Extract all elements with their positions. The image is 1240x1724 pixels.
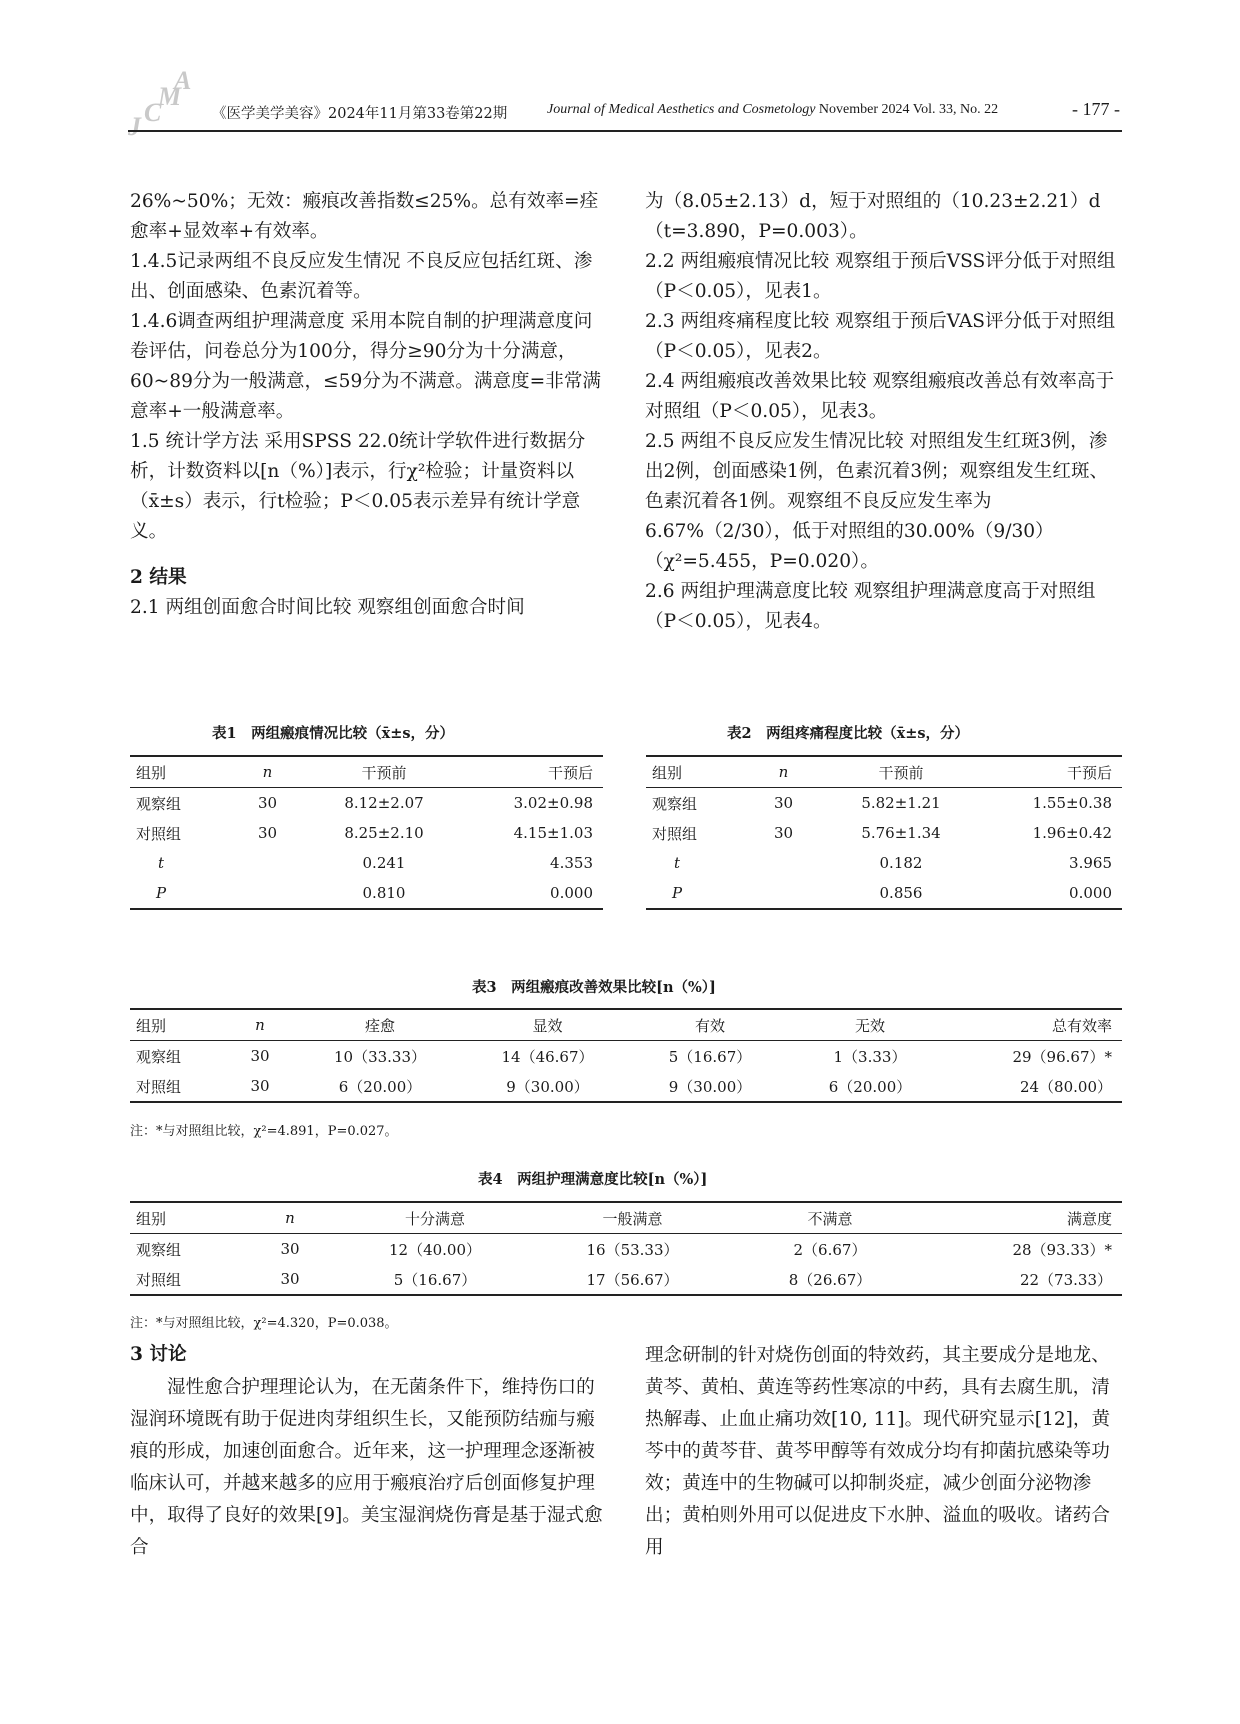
table-row — [130, 848, 603, 878]
section-heading: 2 结果 — [130, 567, 187, 588]
journal-logo — [128, 66, 198, 140]
journal-title-en — [547, 102, 998, 118]
section-heading: 3 讨论 — [130, 1344, 187, 1365]
table-cell: 3.02±0.98 — [513, 794, 593, 812]
table-cell: 0.856 — [879, 884, 923, 902]
table-cell: t — [158, 854, 165, 872]
table-cell: 10（33.33） — [333, 1047, 427, 1066]
table-cell: 29（96.67）* — [1012, 1047, 1112, 1066]
table-cell — [741, 878, 826, 909]
table-cell: 16（53.33） — [586, 1240, 679, 1259]
paragraph: 2.3 两组疼痛程度比较 观察组于预后VAS评分低于对照组（P＜0.05），见表2。 — [645, 311, 1116, 362]
paragraph: 2.4 两组瘢痕改善效果比较 观察组瘢痕改善总有效率高于对照组（P＜0.05），见表3。 — [645, 371, 1115, 422]
table-cell: 4.353 — [550, 854, 593, 872]
table-cell: 1（3.33） — [833, 1047, 907, 1066]
table-cell: 4.15±1.03 — [513, 824, 593, 842]
journal-title-cn: 《医学美学美容》2024年11月第33卷第22期 — [212, 106, 508, 122]
table-cell: 8（26.67） — [788, 1270, 872, 1289]
table-row — [130, 878, 603, 909]
table-header: n — [262, 763, 273, 781]
table-header: 组别 — [136, 1209, 167, 1228]
paragraph: 1.5 统计学方法 采用SPSS 22.0统计学软件进行数据分析，计数资料以[n（%）]表示，行χ²检验；计量资料以（x̄±s）表示，行t检验；P＜0.05表示差异有统计学意义。 — [130, 431, 586, 542]
table-cell: 6（20.00） — [338, 1077, 422, 1096]
table-cell: 0.241 — [362, 854, 406, 872]
paragraph: 1.4.5记录两组不良反应发生情况 不良反应包括红斑、渗出、创面感染、色素沉着等。 — [130, 251, 593, 302]
table-header: 组别 — [652, 763, 683, 782]
table-cell — [225, 878, 310, 909]
table-cell: 9（30.00） — [668, 1077, 752, 1096]
table-header-row — [646, 756, 1122, 788]
paragraph: 1.4.6调查两组护理满意度 采用本院自制的护理满意度问卷评估，问卷总分为100分，得分≥90分为十分满意，60~89分为一般满意，≤59分为不满意。满意度=非常满意率+一般满意率。 — [130, 311, 602, 422]
table-header: 干预后 — [547, 763, 593, 782]
table-cell: 3.965 — [1069, 854, 1112, 872]
table-cell: 30 — [257, 824, 278, 842]
table-cell: 5（16.67） — [393, 1270, 477, 1289]
table-cell: 22（73.33） — [1019, 1270, 1112, 1289]
table-cell: 0.182 — [879, 854, 923, 872]
table-cell: t — [674, 854, 681, 872]
table-cell — [741, 848, 826, 878]
logo-letter: A — [174, 66, 192, 95]
table-header-row — [130, 1009, 1122, 1041]
table-header: 组别 — [136, 763, 167, 782]
table-cell: 1.55±0.38 — [1032, 794, 1112, 812]
table-header: 干预前 — [361, 763, 407, 782]
table2 — [646, 755, 1122, 910]
table-cell: 观察组 — [136, 794, 182, 813]
paragraph: 2.5 两组不良反应发生情况比较 对照组发生红斑3例，渗出2例，创面感染1例，色素沉着3例；观察组发生红斑、色素沉着各1例。观察组不良反应发生率为6.67%（2/30），低于对照组的30.00%（9/30）（χ²=5.455，P=0.020）。 — [645, 431, 1109, 572]
discussion-left-column: 湿性愈合护理理论认为，在无菌条件下，维持伤口的湿润环境既有助于促进肉芽组织生长，又能预防结痂与瘢痕的形成，加速创面愈合。近年来，这一护理理念逐渐被临床认可，并越来越多的应用于瘢痕治疗后创面修复护理中，取得了良好的效果[9]。美宝湿润烧伤膏是基于湿式愈合 — [130, 1377, 603, 1558]
table-header-row — [130, 756, 603, 788]
table-cell: 0.000 — [1069, 884, 1112, 902]
header-rule — [128, 130, 1122, 132]
table-row — [646, 788, 1122, 819]
discussion-right-column: 理念研制的针对烧伤创面的特效药，其主要成分是地龙、黄芩、黄柏、黄连等药性寒凉的中药，具有去腐生肌，清热解毒、止血止痛功效[10, 11]。现代研究显示[12]，黄芩中的黄芩苷、黄芩甲醇等有效成分均有抑菌抗感染等功效；黄连中的生物碱可以抑制炎症，减少创面分泌物渗出；黄柏则外用可以促进皮下水肿、溢血的吸收。诸药合用 — [645, 1345, 1111, 1558]
table-row — [646, 878, 1122, 909]
table-header: 满意度 — [1066, 1209, 1112, 1228]
table-row — [130, 788, 603, 819]
table-cell: 5.82±1.21 — [861, 794, 941, 812]
table-header: 总有效率 — [1051, 1016, 1112, 1035]
table-cell: 0.000 — [550, 884, 593, 902]
table-cell: 30 — [280, 1270, 300, 1288]
journal-name-en: Journal of Medical Aesthetics and Cosmetology — [547, 102, 816, 117]
table1 — [130, 755, 603, 910]
table-cell: 30 — [773, 794, 794, 812]
table-header: 一般满意 — [602, 1209, 663, 1228]
table4-note: 注：*与对照组比较，χ²=4.320，P=0.038。 — [130, 1316, 398, 1331]
table3-note: 注：*与对照组比较，χ²=4.891，P=0.027。 — [130, 1124, 398, 1139]
table-cell: P — [672, 884, 683, 902]
table-cell: 6（20.00） — [828, 1077, 912, 1096]
table-cell: 对照组 — [136, 824, 182, 843]
table3 — [130, 1008, 1122, 1103]
table-cell: 28（93.33）* — [1012, 1240, 1112, 1259]
paragraph: 2.6 两组护理满意度比较 观察组护理满意度高于对照组（P＜0.05），见表4。 — [645, 581, 1096, 632]
table-cell: 5.76±1.34 — [861, 824, 941, 842]
table-cell: 12（40.00） — [388, 1240, 482, 1259]
table-header-row — [130, 1202, 1122, 1234]
table-cell: 5（16.67） — [668, 1047, 752, 1066]
table-header: 干预后 — [1066, 763, 1112, 782]
logo-letter: C — [144, 98, 162, 127]
table-row — [130, 1041, 1122, 1072]
table-header: 十分满意 — [404, 1209, 465, 1228]
table-cell: 30 — [257, 794, 278, 812]
table-cell: 8.12±2.07 — [344, 794, 424, 812]
paragraph: 为（8.05±2.13）d，短于对照组的（10.23±2.21）d（t=3.890，P=0.003）。 — [645, 191, 1101, 242]
table-row — [130, 1071, 1122, 1102]
table1-title: 表1 两组瘢痕情况比较（x̄±s，分） — [212, 725, 455, 742]
paragraph: 26%~50%；无效：瘢痕改善指数≤25%。总有效率=痊愈率+显效率+有效率。 — [130, 191, 599, 242]
table-cell: 14（46.67） — [501, 1047, 594, 1066]
table-cell: 观察组 — [136, 1047, 182, 1066]
table-cell: 对照组 — [652, 824, 698, 843]
table-header: n — [778, 763, 789, 781]
table-cell: 0.810 — [362, 884, 406, 902]
table-cell: P — [156, 884, 167, 902]
table-cell: 24（80.00） — [1019, 1077, 1112, 1096]
table-cell: 30 — [250, 1047, 270, 1065]
table-cell: 9（30.00） — [506, 1077, 589, 1096]
table3-title: 表3 两组瘢痕改善效果比较[n（%）] — [472, 979, 716, 996]
paragraph: 2.2 两组瘢痕情况比较 观察组于预后VSS评分低于对照组（P＜0.05），见表1。 — [645, 251, 1116, 302]
logo-letter: J — [128, 112, 141, 141]
table-cell: 30 — [250, 1077, 270, 1095]
table-cell — [225, 848, 310, 878]
page-number: - 177 - — [1072, 99, 1120, 119]
table-header: 有效 — [694, 1016, 725, 1035]
table-cell: 对照组 — [136, 1077, 182, 1096]
table-cell: 8.25±2.10 — [344, 824, 424, 842]
table-header: n — [285, 1209, 295, 1227]
table-row — [646, 848, 1122, 878]
paragraph: 2.1 两组创面愈合时间比较 观察组创面愈合时间 — [130, 597, 525, 618]
table-header: n — [255, 1016, 265, 1034]
table-cell: 观察组 — [136, 1240, 182, 1259]
table-header: 组别 — [136, 1016, 167, 1035]
table4 — [130, 1201, 1122, 1296]
table-row — [130, 1234, 1122, 1265]
table-cell: 17（56.67） — [586, 1270, 679, 1289]
table-cell: 2（6.67） — [793, 1240, 867, 1259]
table-header: 痊愈 — [364, 1016, 395, 1035]
left-column — [130, 187, 604, 623]
journal-issue-en: November 2024 Vol. 33, No. 22 — [818, 102, 999, 117]
table-row — [646, 818, 1122, 848]
logo-letter: M — [158, 82, 182, 111]
table-cell: 对照组 — [136, 1270, 182, 1289]
table-header: 不满意 — [807, 1209, 853, 1228]
table4-title: 表4 两组护理满意度比较[n（%）] — [478, 1171, 708, 1188]
table-header: 无效 — [854, 1016, 885, 1035]
table2-title: 表2 两组疼痛程度比较（x̄±s，分） — [727, 725, 970, 742]
table-header: 干预前 — [878, 763, 924, 782]
table-row — [130, 1264, 1122, 1295]
table-cell: 观察组 — [652, 794, 698, 813]
table-row — [130, 818, 603, 848]
table-header: 显效 — [532, 1016, 563, 1035]
right-column — [645, 187, 1119, 637]
table-cell: 30 — [773, 824, 794, 842]
table-cell: 1.96±0.42 — [1032, 824, 1112, 842]
table-cell: 30 — [280, 1240, 300, 1258]
